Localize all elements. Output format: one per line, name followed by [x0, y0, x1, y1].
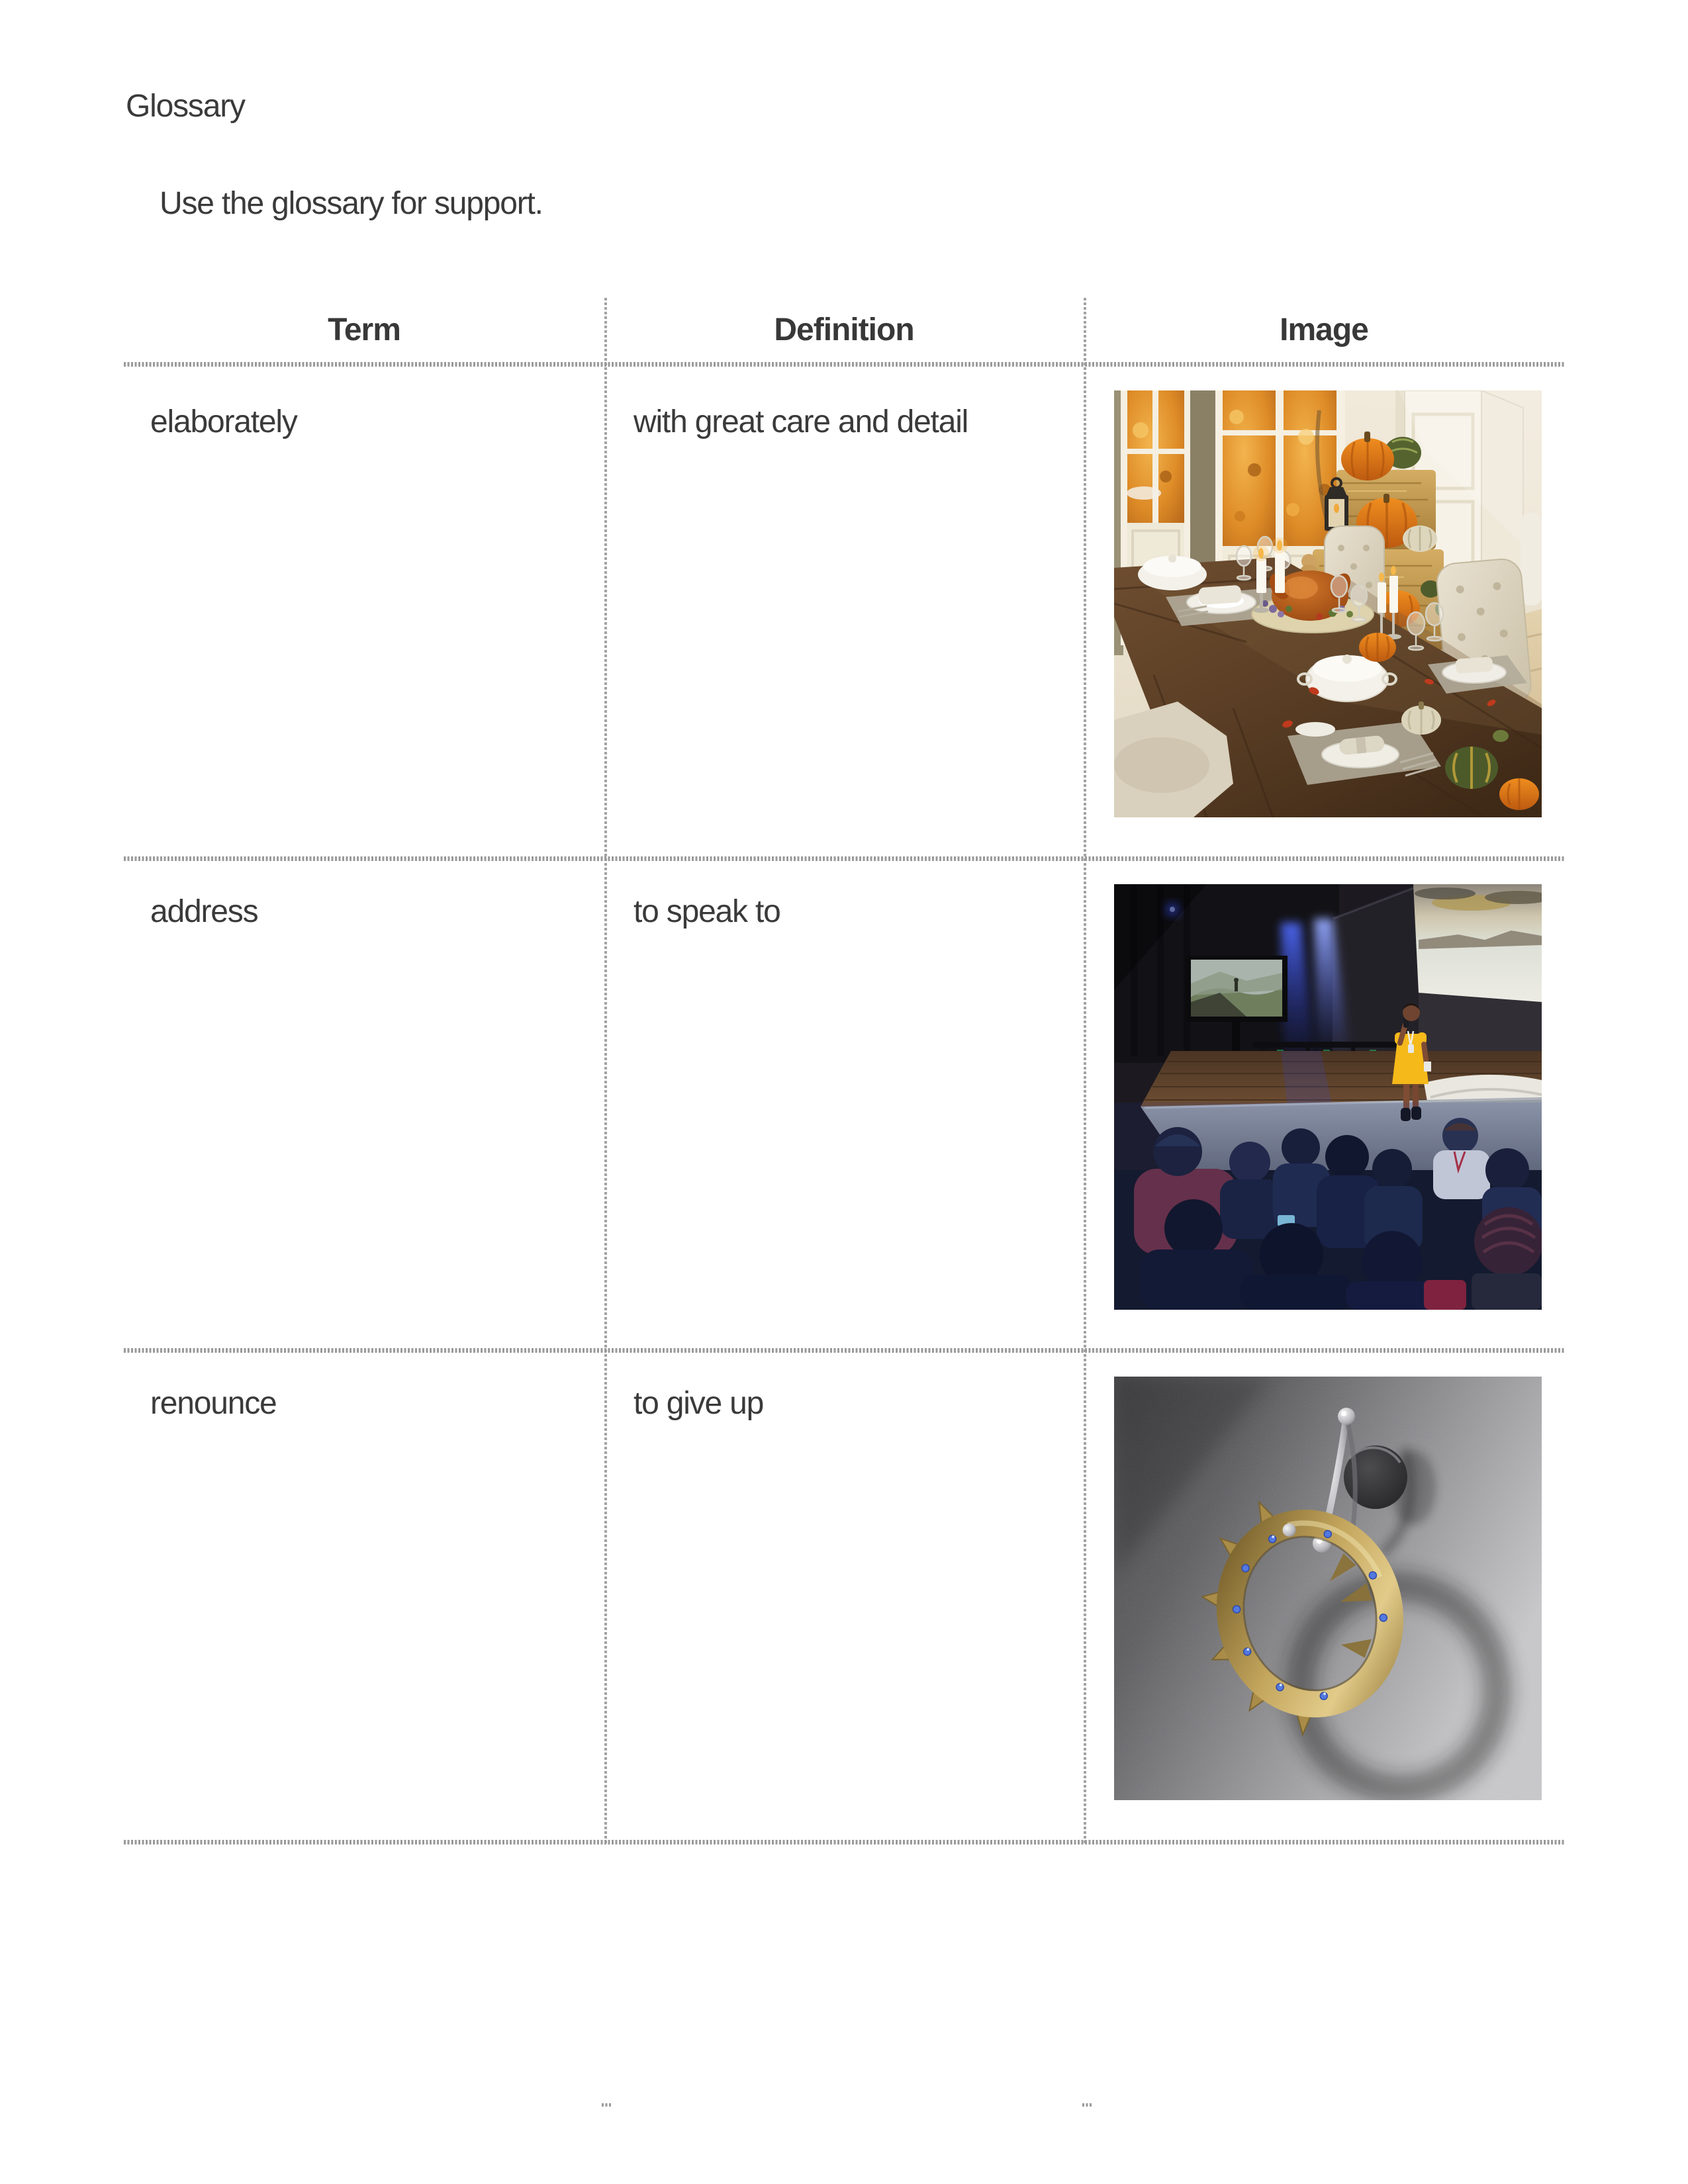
column-header-image: Image [1280, 312, 1368, 347]
table-bottom-border [124, 1840, 1564, 1844]
column-header-definition: Definition [774, 312, 914, 347]
header-row-divider [124, 362, 1564, 367]
term-cell: renounce [150, 1386, 277, 1421]
row-divider-2 [124, 1348, 1564, 1353]
definition-cell: with great care and detail [633, 404, 968, 439]
glossary-table [124, 298, 1564, 1846]
thanksgiving-table-image [1114, 390, 1542, 817]
term-cell: address [150, 894, 258, 929]
column-header-term: Term [328, 312, 400, 347]
row-divider-1 [124, 856, 1564, 861]
column-divider-1 [604, 298, 607, 1844]
term-cell: elaborately [150, 404, 297, 439]
page-title: Glossary [126, 89, 245, 124]
speaker-stage-image [1114, 884, 1542, 1310]
column-divider-continuation-mark [1082, 2103, 1092, 2107]
instruction-text: Use the glossary for support. [160, 186, 543, 221]
crown-hook-image [1114, 1377, 1542, 1800]
column-divider-continuation-mark [602, 2103, 611, 2107]
definition-cell: to speak to [633, 894, 780, 929]
column-divider-2 [1084, 298, 1086, 1844]
definition-cell: to give up [633, 1386, 764, 1421]
